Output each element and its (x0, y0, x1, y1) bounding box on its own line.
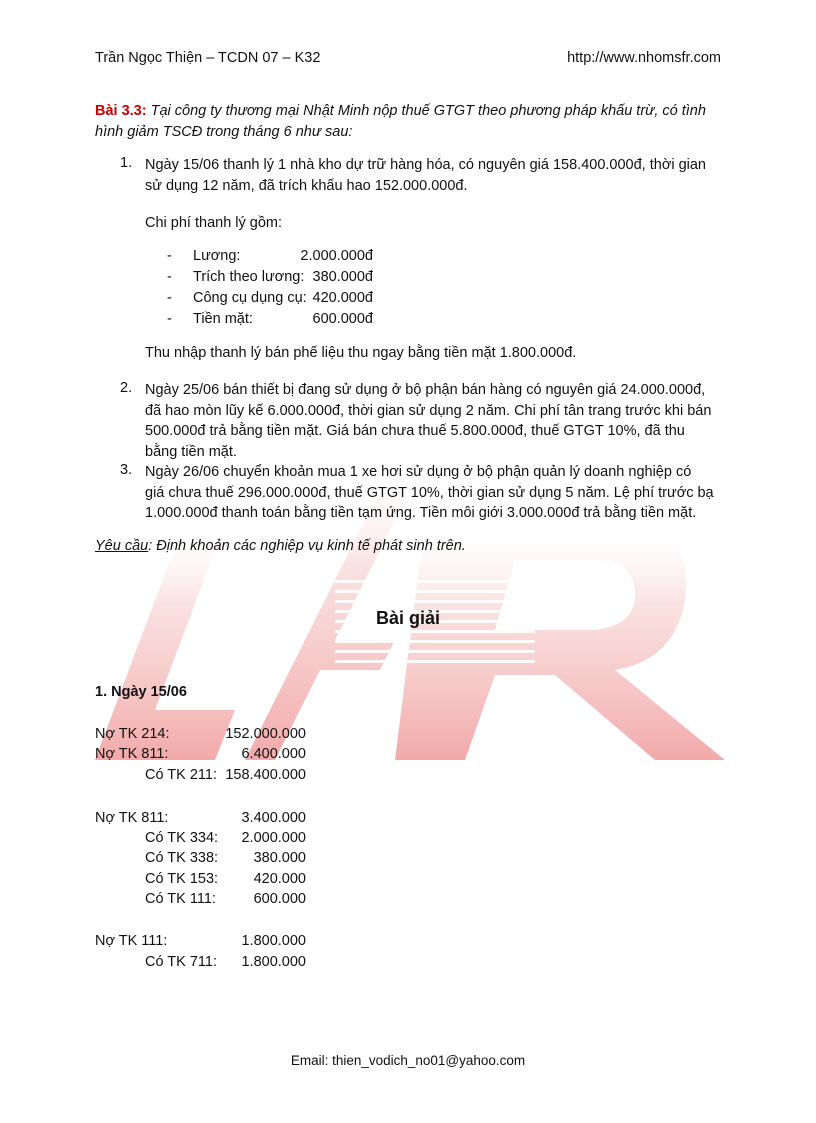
item-line: 500.000đ trả bằng tiền mặt. Giá bán chưa thuế 5.800.000đ, thuế GTGT 10%, đã thu (145, 423, 685, 439)
author-line: Trần Ngọc Thiện – TCDN 07 – K32 (95, 50, 321, 66)
cost-name: Lương: (193, 248, 241, 264)
cost-name: Công cụ dụng cụ: (193, 290, 307, 306)
problem-intro-1: Tại công ty thương mại Nhật Minh nộp thuế GTGT theo phương pháp khấu trừ, có tình (150, 103, 706, 119)
entry-account: Nợ TK 214: (95, 726, 170, 742)
item-line: bằng tiền mặt. (145, 443, 237, 460)
entry-account: Nợ TK 111: (95, 933, 168, 949)
item-number: 1. (120, 155, 133, 171)
item-number: 2. (120, 380, 133, 396)
entry-amount: 3.400.000 (241, 810, 306, 826)
website-link[interactable]: http://www.nhomsfr.com (567, 50, 721, 66)
item-line: 1.000.000đ thanh toán bằng tiền tạm ứng. Tiền môi giới 3.000.000đ trả bằng tiền mặt. (145, 505, 697, 521)
item-line: Ngày 25/06 bán thiết bị đang sử dụng ở bộ phận bán hàng có nguyên giá 24.000.000đ, (145, 382, 706, 398)
item-line: đã hao mòn lũy kế 6.000.000đ, thời gian sử dụng 2 năm. Chi phí tân trang trước khi bán (145, 402, 712, 419)
cost-value: 420.000đ (312, 290, 373, 306)
entry-amount: 6.400.000 (241, 746, 306, 762)
entry-account: Có TK 711: (145, 954, 218, 970)
entry-amount: 2.000.000 (241, 830, 306, 846)
requirement-label: Yêu cầu (95, 538, 149, 554)
bullet-dash: - (167, 290, 172, 306)
entry-amount: 380.000 (253, 850, 306, 866)
entry-amount: 600.000 (253, 891, 306, 907)
entry-amount: 1.800.000 (241, 954, 306, 970)
bullet-dash: - (167, 269, 172, 285)
bullet-dash: - (167, 248, 172, 264)
bullet-dash: - (167, 311, 172, 327)
entry-amount: 1.800.000 (241, 933, 306, 949)
item-number: 3. (120, 462, 133, 478)
entry-account: Nợ TK 811: (95, 746, 169, 762)
list-item (145, 462, 721, 524)
costs-heading: Chi phí thanh lý gồm: (145, 215, 283, 231)
entry-amount: 158.400.000 (225, 767, 306, 783)
entry-account: Nợ TK 811: (95, 810, 169, 826)
item-line: Ngày 26/06 chuyển khoản mua 1 xe hơi sử dụng ở bộ phận quản lý doanh nghiệp có (145, 464, 692, 480)
entry-account: Có TK 211: (145, 767, 218, 783)
requirement (95, 538, 466, 554)
list-item (145, 155, 721, 196)
entry-account: Có TK 111: (145, 891, 216, 907)
problem-statement (95, 101, 721, 143)
page-header (95, 50, 721, 70)
footer-email[interactable]: Email: thien_vodich_no01@yahoo.com (290, 1053, 526, 1068)
entry-amount: 420.000 (253, 871, 306, 887)
liquidation-income: Thu nhập thanh lý bán phế liệu thu ngay bằng tiền mặt 1.800.000đ. (145, 345, 577, 361)
entry-amount: 152.000.000 (225, 726, 306, 742)
requirement-text: : Định khoản các nghiệp vụ kinh tế phát sinh trên. (148, 538, 466, 554)
item-line: sử dụng 12 năm, đã trích khấu hao 152.000.000đ. (145, 177, 468, 194)
entry-account: Có TK 153: (145, 871, 219, 887)
list-item (145, 380, 721, 462)
section-heading: 1. Ngày 15/06 (95, 684, 187, 700)
cost-value: 380.000đ (312, 269, 373, 285)
cost-name: Tiền mặt: (193, 311, 253, 327)
entry-account: Có TK 334: (145, 830, 219, 846)
cost-value: 600.000đ (312, 311, 373, 327)
problem-label: Bài 3.3: (95, 103, 147, 119)
item-line: Ngày 15/06 thanh lý 1 nhà kho dự trữ hàng hóa, có nguyên giá 158.400.000đ, thời gian (145, 157, 706, 173)
cost-value: 2.000.000đ (300, 248, 373, 264)
entry-account: Có TK 338: (145, 850, 219, 866)
solution-title: Bài giải (375, 608, 441, 628)
problem-intro-2: hình giảm TSCĐ trong tháng 6 như sau: (95, 124, 353, 140)
cost-name: Trích theo lương: (193, 269, 305, 285)
item-line: giá chưa thuế 296.000.000đ, thuế GTGT 10%, thời gian sử dụng 5 năm. Lệ phí trước bạ (145, 484, 714, 501)
